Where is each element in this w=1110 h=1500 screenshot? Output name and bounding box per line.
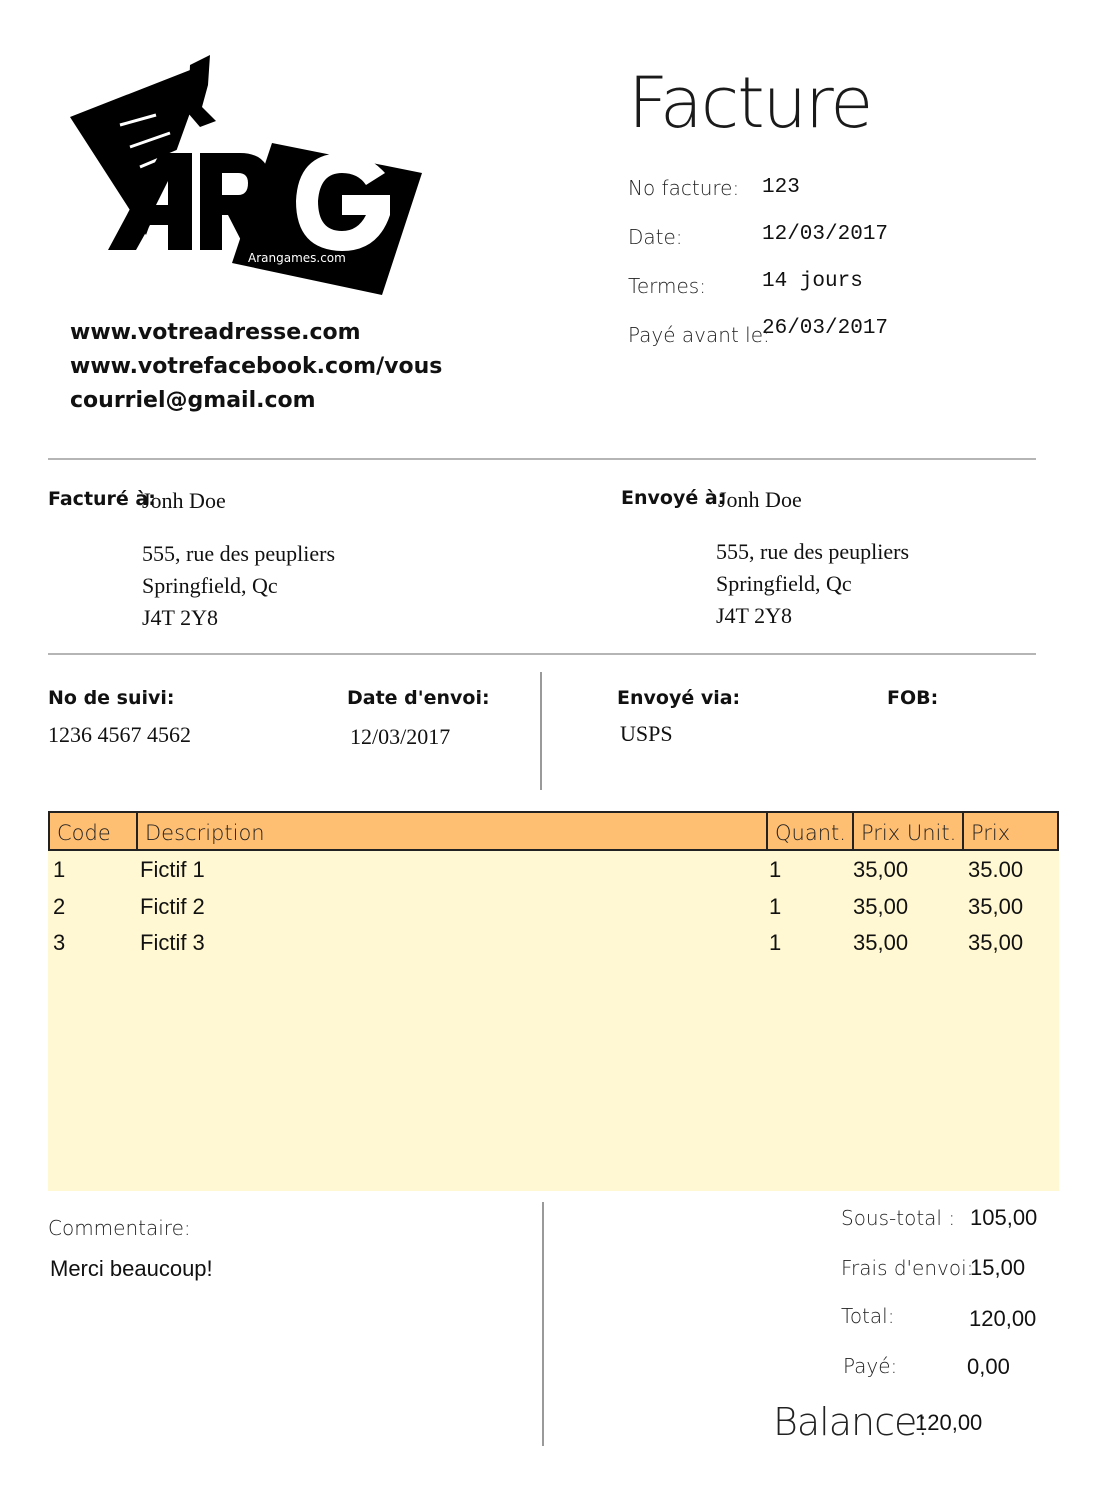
divider	[48, 458, 1036, 460]
vertical-divider	[542, 1202, 544, 1446]
billed-to-postal: J4T 2Y8	[142, 605, 218, 630]
billed-to-label: Facturé à:	[48, 488, 156, 510]
cell-unit-price: 35,00	[853, 930, 909, 955]
vertical-divider	[540, 672, 542, 790]
cell-description: Fictif 2	[140, 894, 205, 919]
fob-label: FOB:	[887, 687, 939, 709]
items-table	[48, 811, 1059, 1191]
table-row	[48, 889, 1059, 925]
balance-label: Balance:	[773, 1400, 929, 1444]
invoice-due-label: Payé avant le:	[628, 323, 770, 347]
shipping-fee-label: Frais d'envoi:	[841, 1256, 974, 1280]
cell-price: 35,00	[968, 930, 1024, 955]
shipped-to-label: Envoyé à:	[621, 487, 726, 509]
shipping-fee-value: 15,00	[970, 1255, 1026, 1280]
total-value: 120,00	[969, 1306, 1037, 1331]
billed-to-city: Springfield, Qc	[142, 573, 278, 598]
logo-tagline: Arangames.com	[248, 251, 346, 265]
cell-description: Fictif 3	[140, 930, 205, 955]
cell-description: Fictif 1	[140, 857, 205, 882]
cell-unit-price: 35,00	[853, 894, 909, 919]
invoice-due-date: 26/03/2017	[762, 317, 889, 340]
cell-price: 35.00	[968, 857, 1024, 882]
ship-date: 12/03/2017	[350, 724, 451, 749]
cell-quantity: 1	[769, 930, 782, 955]
cell-quantity: 1	[769, 894, 782, 919]
paid-value: 0,00	[967, 1354, 1010, 1379]
table-row	[48, 852, 1059, 888]
contact-website[interactable]: www.votreadresse.com	[70, 320, 361, 345]
invoice-title: Facture	[628, 62, 872, 144]
billed-to-street: 555, rue des peupliers	[142, 541, 336, 566]
contact-facebook[interactable]: www.votrefacebook.com/vous	[70, 354, 443, 379]
cell-price: 35,00	[968, 894, 1024, 919]
cell-quantity: 1	[769, 857, 782, 882]
shipped-to-city: Springfield, Qc	[716, 571, 852, 596]
divider	[48, 653, 1036, 655]
company-logo	[60, 55, 440, 305]
tracking-number: 1236 4567 4562	[48, 722, 191, 747]
comment-label: Commentaire:	[48, 1216, 191, 1240]
header-unit-price: Prix Unit.	[861, 821, 957, 845]
shipped-to-street: 555, rue des peupliers	[716, 539, 910, 564]
invoice-date-label: Date:	[628, 225, 683, 249]
header-price: Prix	[971, 821, 1011, 845]
contact-email[interactable]: courriel@gmail.com	[70, 388, 316, 413]
ship-date-label: Date d'envoi:	[347, 687, 490, 709]
shipped-to-postal: J4T 2Y8	[716, 603, 792, 628]
invoice-date: 12/03/2017	[762, 223, 889, 246]
ship-via-label: Envoyé via:	[617, 687, 741, 709]
comment-text: Merci beaucoup!	[50, 1256, 213, 1281]
table-header	[48, 811, 1059, 851]
header-code: Code	[57, 821, 111, 845]
invoice-terms: 14 jours	[762, 270, 863, 293]
paid-label: Payé:	[843, 1354, 898, 1378]
subtotal-label: Sous-total :	[841, 1206, 956, 1230]
table-row	[48, 925, 1059, 961]
invoice-terms-label: Termes:	[628, 274, 706, 298]
invoice-number-label: No facture:	[628, 176, 740, 200]
subtotal-value: 105,00	[970, 1205, 1038, 1230]
header-quantity: Quant.	[775, 821, 846, 845]
header-description: Description	[145, 821, 265, 845]
cell-code: 1	[53, 857, 66, 882]
balance-value: 120,00	[915, 1410, 983, 1435]
cell-code: 2	[53, 894, 66, 919]
total-label: Total:	[841, 1304, 895, 1328]
tracking-label: No de suivi:	[48, 687, 175, 709]
billed-to-name: Jonh Doe	[142, 488, 226, 513]
invoice-number: 123	[762, 176, 800, 199]
cell-code: 3	[53, 930, 66, 955]
cell-unit-price: 35,00	[853, 857, 909, 882]
ship-via: USPS	[620, 721, 673, 746]
shipped-to-name: Jonh Doe	[718, 487, 802, 512]
